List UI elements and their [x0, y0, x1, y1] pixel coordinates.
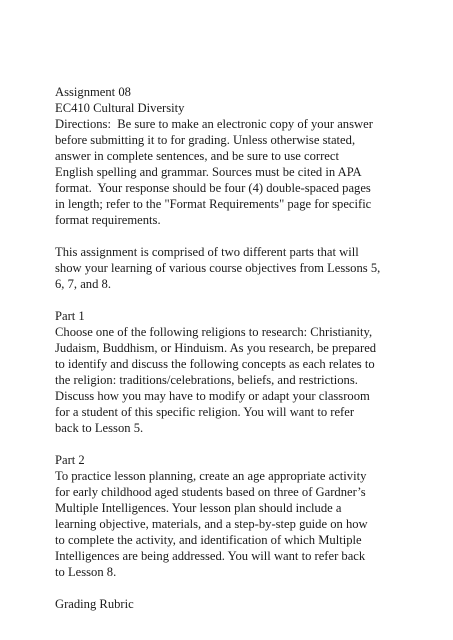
directions-line: English spelling and grammar. Sources must be cited in APA	[55, 165, 362, 179]
assignment-title: Assignment 08	[55, 85, 131, 99]
part2-line: Multiple Intelligences. Your lesson plan should include a	[55, 501, 342, 515]
part2-line: to complete the activity, and identification of which Multiple	[55, 533, 362, 547]
part2-heading: Part 2	[55, 453, 85, 467]
part2-line: learning objective, materials, and a step-by-step guide on how	[55, 517, 368, 531]
paragraph-spacer	[55, 228, 445, 244]
directions-line: format requirements.	[55, 213, 161, 227]
course-title: EC410 Cultural Diversity	[55, 101, 185, 115]
directions-line: Directions: Be sure to make an electronic copy of your answer	[55, 117, 373, 131]
part1-line: back to Lesson 5.	[55, 421, 144, 435]
paragraph-spacer	[55, 292, 445, 308]
paragraph-spacer	[55, 580, 445, 596]
directions-line: format. Your response should be four (4) double-spaced pages	[55, 181, 371, 195]
part1-section	[55, 308, 445, 436]
directions-line: answer in complete sentences, and be sure to use correct	[55, 149, 339, 163]
part2-line: for early childhood aged students based on three of Gardner’s	[55, 485, 366, 499]
intro-line: show your learning of various course objectives from Lessons 5,	[55, 261, 381, 275]
directions-line: before submitting it to for grading. Unless otherwise stated,	[55, 133, 356, 147]
document-body	[55, 84, 445, 612]
intro-line: This assignment is comprised of two different parts that will	[55, 245, 359, 259]
part1-line: Judaism, Buddhism, or Hinduism. As you research, be prepared	[55, 341, 377, 355]
intro-paragraph	[55, 244, 445, 292]
directions-paragraph	[55, 116, 445, 228]
paragraph-spacer	[55, 436, 445, 452]
part2-line: To practice lesson planning, create an age appropriate activity	[55, 469, 367, 483]
rubric-heading: Grading Rubric	[55, 597, 134, 611]
part2-line: to Lesson 8.	[55, 565, 117, 579]
part1-heading: Part 1	[55, 309, 85, 323]
part1-line: for a student of this specific religion. You will want to refer	[55, 405, 355, 419]
part2-line: Intelligences are being addressed. You will want to refer back	[55, 549, 366, 563]
part2-section	[55, 452, 445, 580]
intro-line: 6, 7, and 8.	[55, 277, 111, 291]
part1-line: Choose one of the following religions to research: Christianity,	[55, 325, 373, 339]
part1-line: to identify and discuss the following concepts as each relates to	[55, 357, 375, 371]
directions-line: in length; refer to the "Format Requirements" page for specific	[55, 197, 372, 211]
part1-line: the religion: traditions/celebrations, beliefs, and restrictions.	[55, 373, 358, 387]
part1-line: Discuss how you may have to modify or adapt your classroom	[55, 389, 370, 403]
